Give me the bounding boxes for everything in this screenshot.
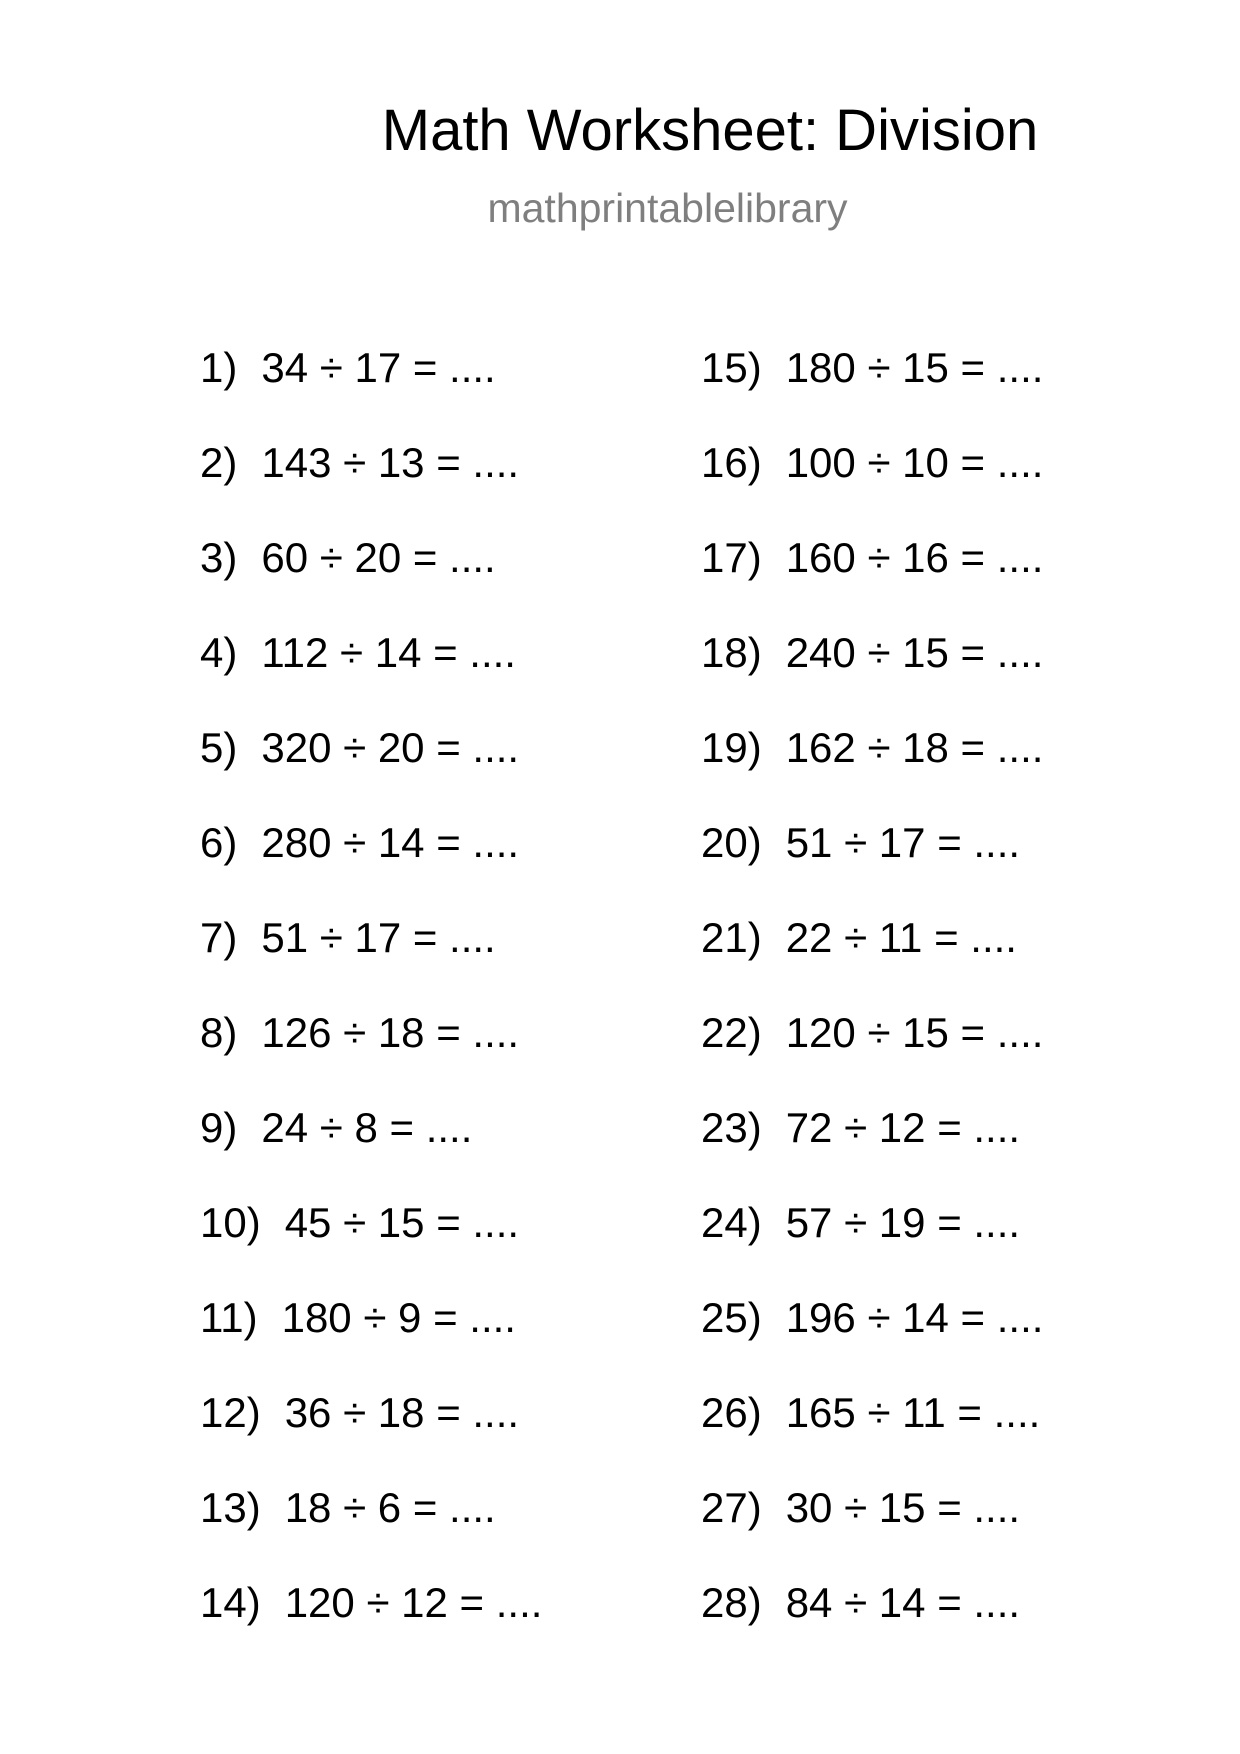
- problem-number: 28): [701, 1579, 762, 1626]
- page-subtitle: mathprintablelibrary: [487, 185, 848, 231]
- problem-item: [200, 1578, 542, 1673]
- problem-number: 5): [200, 724, 238, 771]
- problem-number: 3): [200, 534, 238, 581]
- problem-number: 24): [701, 1199, 762, 1246]
- problem-expression: 60 ÷ 20 = ....: [261, 534, 496, 581]
- problem-number: 4): [200, 629, 238, 676]
- problem-expression: 162 ÷ 18 = ....: [785, 724, 1044, 771]
- problem-item: [200, 723, 542, 818]
- problem-number: 18): [701, 629, 762, 676]
- problem-item: [701, 1578, 1043, 1673]
- problem-item: [200, 343, 542, 438]
- problem-expression: 240 ÷ 15 = ....: [785, 629, 1044, 676]
- problem-number: 27): [701, 1484, 762, 1531]
- problem-number: 23): [701, 1104, 762, 1151]
- problem-expression: 120 ÷ 15 = ....: [785, 1009, 1044, 1056]
- problem-item: [200, 628, 542, 723]
- problem-expression: 120 ÷ 12 = ....: [284, 1579, 543, 1626]
- problem-number: 10): [200, 1199, 261, 1246]
- problem-item: [701, 533, 1043, 628]
- problem-item: [200, 1483, 542, 1578]
- problem-number: 19): [701, 724, 762, 771]
- problem-number: 13): [200, 1484, 261, 1531]
- problem-expression: 84 ÷ 14 = ....: [785, 1579, 1021, 1626]
- problem-expression: 22 ÷ 11 = ....: [785, 914, 1017, 961]
- problem-number: 17): [701, 534, 762, 581]
- problem-number: 16): [701, 439, 762, 486]
- problem-expression: 280 ÷ 14 = ....: [261, 819, 520, 866]
- problem-number: 7): [200, 914, 238, 961]
- problem-expression: 24 ÷ 8 = ....: [261, 1104, 473, 1151]
- problem-expression: 30 ÷ 15 = ....: [785, 1484, 1021, 1531]
- problem-item: [701, 438, 1043, 533]
- problem-expression: 34 ÷ 17 = ....: [261, 344, 496, 391]
- problem-number: 21): [701, 914, 762, 961]
- problem-item: [200, 438, 542, 533]
- problem-number: 8): [200, 1009, 238, 1056]
- problem-item: [701, 1293, 1043, 1388]
- problem-item: [200, 818, 542, 913]
- problem-expression: 72 ÷ 12 = ....: [785, 1104, 1021, 1151]
- problem-number: 14): [200, 1579, 261, 1626]
- problem-item: [200, 533, 542, 628]
- problem-item: [200, 913, 542, 1008]
- problem-expression: 18 ÷ 6 = ....: [284, 1484, 496, 1531]
- problems-column-left: [200, 343, 542, 1673]
- problem-expression: 320 ÷ 20 = ....: [261, 724, 520, 771]
- problem-item: [200, 1103, 542, 1198]
- problem-expression: 51 ÷ 17 = ....: [785, 819, 1021, 866]
- problem-expression: 165 ÷ 11 = ....: [785, 1389, 1041, 1436]
- problem-expression: 45 ÷ 15 = ....: [284, 1199, 520, 1246]
- problem-number: 20): [701, 819, 762, 866]
- problem-number: 2): [200, 439, 238, 486]
- problem-item: [701, 1483, 1043, 1578]
- problem-number: 9): [200, 1104, 238, 1151]
- problem-number: 22): [701, 1009, 762, 1056]
- problem-expression: 36 ÷ 18 = ....: [284, 1389, 520, 1436]
- problem-expression: 100 ÷ 10 = ....: [785, 439, 1044, 486]
- problem-item: [701, 723, 1043, 818]
- problem-number: 12): [200, 1389, 261, 1436]
- problem-item: [701, 818, 1043, 913]
- problem-item: [701, 343, 1043, 438]
- problem-number: 15): [701, 344, 762, 391]
- problem-item: [200, 1008, 542, 1103]
- problems-column-right: [701, 343, 1043, 1673]
- problem-item: [200, 1293, 542, 1388]
- problem-expression: 143 ÷ 13 = ....: [261, 439, 520, 486]
- problem-expression: 51 ÷ 17 = ....: [261, 914, 496, 961]
- problem-number: 6): [200, 819, 238, 866]
- problem-number: 25): [701, 1294, 762, 1341]
- problem-expression: 180 ÷ 9 = ....: [281, 1294, 516, 1341]
- problem-expression: 160 ÷ 16 = ....: [785, 534, 1044, 581]
- problem-item: [701, 1388, 1043, 1483]
- problem-number: 11): [200, 1294, 258, 1341]
- problem-expression: 57 ÷ 19 = ....: [785, 1199, 1021, 1246]
- problem-item: [200, 1198, 542, 1293]
- problem-expression: 112 ÷ 14 = ....: [261, 629, 516, 676]
- problem-item: [701, 628, 1043, 723]
- problem-number: 1): [200, 344, 238, 391]
- problem-expression: 196 ÷ 14 = ....: [785, 1294, 1044, 1341]
- problem-expression: 126 ÷ 18 = ....: [261, 1009, 520, 1056]
- problem-item: [701, 1008, 1043, 1103]
- problem-number: 26): [701, 1389, 762, 1436]
- problem-item: [701, 1198, 1043, 1293]
- page-title: Math Worksheet: Division: [381, 98, 1039, 163]
- problem-expression: 180 ÷ 15 = ....: [785, 344, 1044, 391]
- problem-item: [701, 913, 1043, 1008]
- problem-item: [701, 1103, 1043, 1198]
- problem-item: [200, 1388, 542, 1483]
